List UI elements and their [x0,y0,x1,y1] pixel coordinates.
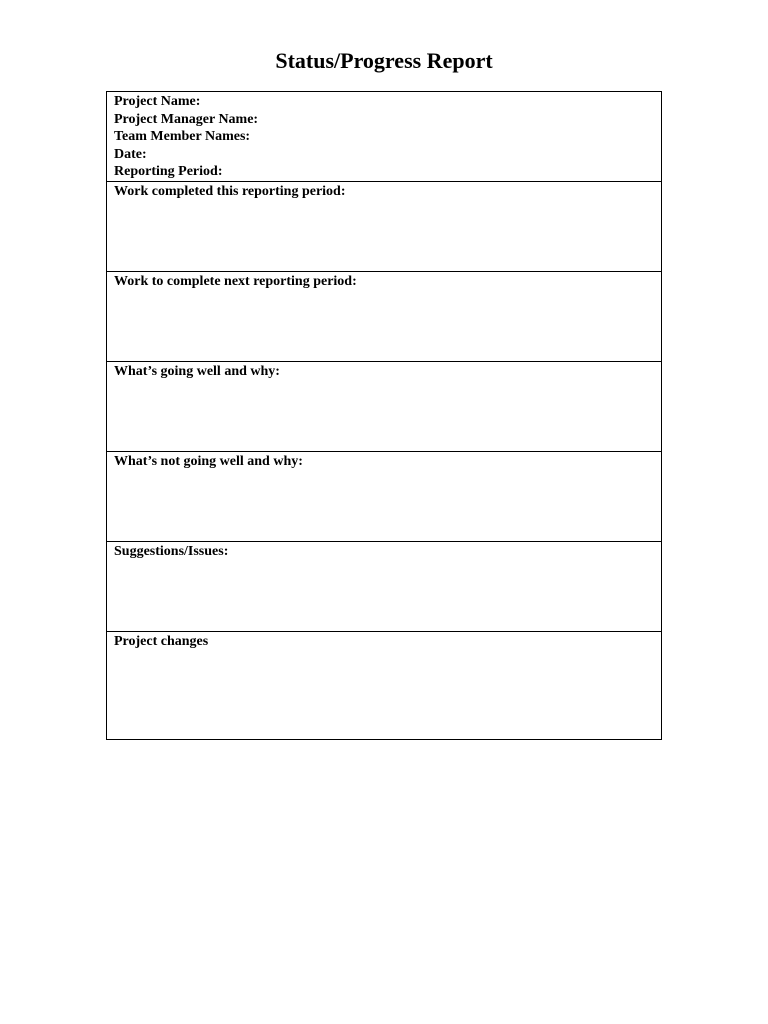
suggestions-issues-row [107,542,661,632]
going-well-label: What’s going well and why: [114,364,280,379]
not-going-well-row [107,452,661,542]
suggestions-issues-label: Suggestions/Issues: [114,544,229,559]
going-well-row [107,362,661,452]
work-next-label: Work to complete next reporting period: [114,274,357,289]
project-changes-row [107,632,661,739]
work-completed-row [107,182,661,272]
work-next-row [107,272,661,362]
date-label: Date: [114,146,147,162]
page-title: Status/Progress Report [275,48,493,73]
report-form-table [106,91,662,740]
project-manager-name-label: Project Manager Name: [114,111,259,127]
not-going-well-label: What’s not going well and why: [114,454,303,469]
work-completed-label: Work completed this reporting period: [114,184,346,199]
reporting-period-label: Reporting Period: [114,164,223,180]
project-changes-label: Project changes [114,634,209,649]
project-name-label: Project Name: [114,94,201,109]
team-member-names-label: Team Member Names: [114,129,251,145]
project-info-row [107,92,661,182]
